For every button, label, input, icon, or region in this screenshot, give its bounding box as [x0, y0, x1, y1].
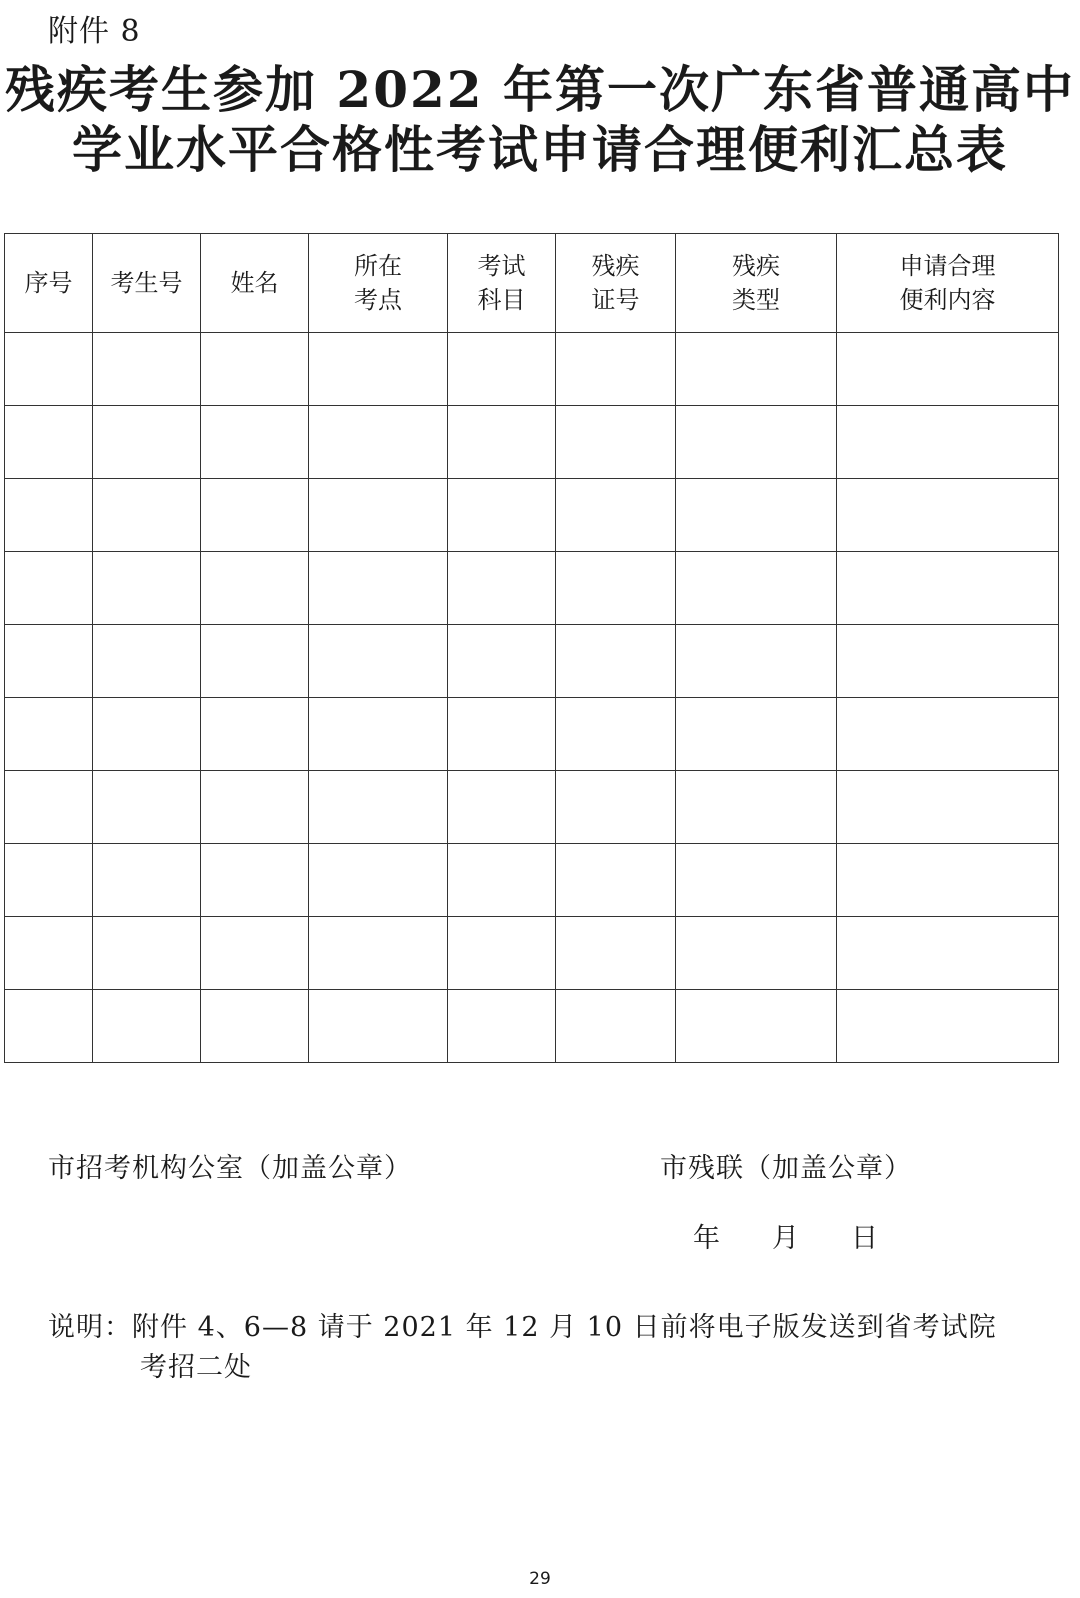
table-row: [5, 333, 1059, 406]
table-cell: [93, 917, 201, 990]
date-line: [693, 1222, 878, 1256]
table-cell: [5, 844, 93, 917]
table-cell: [556, 698, 676, 771]
header-name: 姓名: [201, 234, 309, 333]
table-cell: [676, 406, 837, 479]
table-cell: [837, 625, 1059, 698]
header-accommodation-content: 申请合理 便利内容: [837, 234, 1059, 333]
table-cell: [837, 698, 1059, 771]
table-cell: [93, 333, 201, 406]
table-cell: [837, 552, 1059, 625]
table-cell: [448, 479, 556, 552]
table-cell: [556, 990, 676, 1063]
table-cell: [201, 333, 309, 406]
table-cell: [201, 771, 309, 844]
table-cell: [309, 771, 448, 844]
note: [48, 1308, 1038, 1388]
table-cell: [676, 698, 837, 771]
table-cell: [309, 844, 448, 917]
table-cell: [93, 698, 201, 771]
table-cell: [837, 990, 1059, 1063]
header-exam-site: 所在 考点: [309, 234, 448, 333]
table-cell: [93, 479, 201, 552]
table-cell: [5, 552, 93, 625]
table-cell: [309, 552, 448, 625]
table-cell: [676, 844, 837, 917]
table-cell: [5, 479, 93, 552]
date-day-label: 日: [851, 1223, 878, 1254]
table-cell: [93, 990, 201, 1063]
table-cell: [201, 990, 309, 1063]
header-exam-subject: 考试 科目: [448, 234, 556, 333]
header-disability-cert-number: 残疾 证号: [556, 234, 676, 333]
table-cell: [5, 333, 93, 406]
table-cell: [448, 917, 556, 990]
note-line-1: 说明：附件 4、6—8 请于 2021 年 12 月 10 日前将电子版发送到省考试院: [48, 1312, 997, 1343]
table-cell: [448, 333, 556, 406]
table-cell: [556, 917, 676, 990]
table-row: [5, 844, 1059, 917]
table-cell: [837, 406, 1059, 479]
table-cell: [837, 333, 1059, 406]
table-row: [5, 479, 1059, 552]
table-cell: [556, 771, 676, 844]
table-row: [5, 406, 1059, 479]
table-cell: [309, 406, 448, 479]
city-exam-office-seal-label: 市招考机构公室（加盖公章）: [48, 1153, 412, 1184]
table-body: [5, 333, 1059, 1063]
table-cell: [448, 990, 556, 1063]
table-row: [5, 990, 1059, 1063]
header-serial-number: 序号: [5, 234, 93, 333]
table-cell: [201, 406, 309, 479]
table-cell: [309, 479, 448, 552]
table-cell: [448, 625, 556, 698]
table-header-row: [5, 234, 1059, 333]
table-cell: [676, 479, 837, 552]
table-cell: [5, 917, 93, 990]
table-row: [5, 917, 1059, 990]
table-cell: [201, 479, 309, 552]
city-disabled-federation-seal-label: 市残联（加盖公章）: [660, 1153, 912, 1184]
table-cell: [201, 552, 309, 625]
header-disability-type: 残疾 类型: [676, 234, 837, 333]
table-cell: [201, 625, 309, 698]
table-cell: [93, 406, 201, 479]
table-cell: [837, 479, 1059, 552]
table-cell: [5, 698, 93, 771]
table-cell: [448, 844, 556, 917]
table-row: [5, 625, 1059, 698]
table-cell: [93, 552, 201, 625]
table-cell: [309, 917, 448, 990]
table-cell: [556, 333, 676, 406]
date-month-label: 月: [772, 1223, 799, 1254]
table-cell: [201, 844, 309, 917]
table-cell: [5, 990, 93, 1063]
table-cell: [448, 406, 556, 479]
table-cell: [676, 990, 837, 1063]
table-row: [5, 771, 1059, 844]
date-year-label: 年: [693, 1223, 720, 1254]
attachment-label: 附件 8: [48, 14, 141, 49]
table-cell: [676, 771, 837, 844]
table-cell: [93, 771, 201, 844]
table-cell: [676, 917, 837, 990]
table-cell: [556, 844, 676, 917]
table-cell: [201, 698, 309, 771]
table-cell: [676, 333, 837, 406]
table-cell: [5, 625, 93, 698]
document-title-line-1: 残疾考生参加 2022 年第一次广东省普通高中: [5, 60, 1075, 119]
table-cell: [93, 625, 201, 698]
document-title-line-2: 学业水平合格性考试申请合理便利汇总表: [72, 120, 1008, 179]
table-cell: [556, 552, 676, 625]
table-cell: [676, 552, 837, 625]
table-cell: [448, 771, 556, 844]
table-cell: [201, 917, 309, 990]
table-cell: [93, 844, 201, 917]
table-cell: [309, 990, 448, 1063]
table-cell: [309, 333, 448, 406]
table-cell: [556, 406, 676, 479]
table-cell: [448, 698, 556, 771]
table-cell: [5, 771, 93, 844]
note-line-2: 考招二处: [140, 1352, 252, 1383]
table-cell: [309, 625, 448, 698]
table-row: [5, 698, 1059, 771]
table-cell: [556, 479, 676, 552]
summary-table: [4, 233, 1059, 1063]
table-row: [5, 552, 1059, 625]
table-cell: [837, 844, 1059, 917]
table-cell: [5, 406, 93, 479]
table-cell: [309, 698, 448, 771]
table-cell: [556, 625, 676, 698]
table-cell: [676, 625, 837, 698]
table-cell: [837, 771, 1059, 844]
table-cell: [837, 917, 1059, 990]
table-cell: [448, 552, 556, 625]
page-number: 29: [529, 1569, 551, 1589]
header-candidate-number: 考生号: [93, 234, 201, 333]
